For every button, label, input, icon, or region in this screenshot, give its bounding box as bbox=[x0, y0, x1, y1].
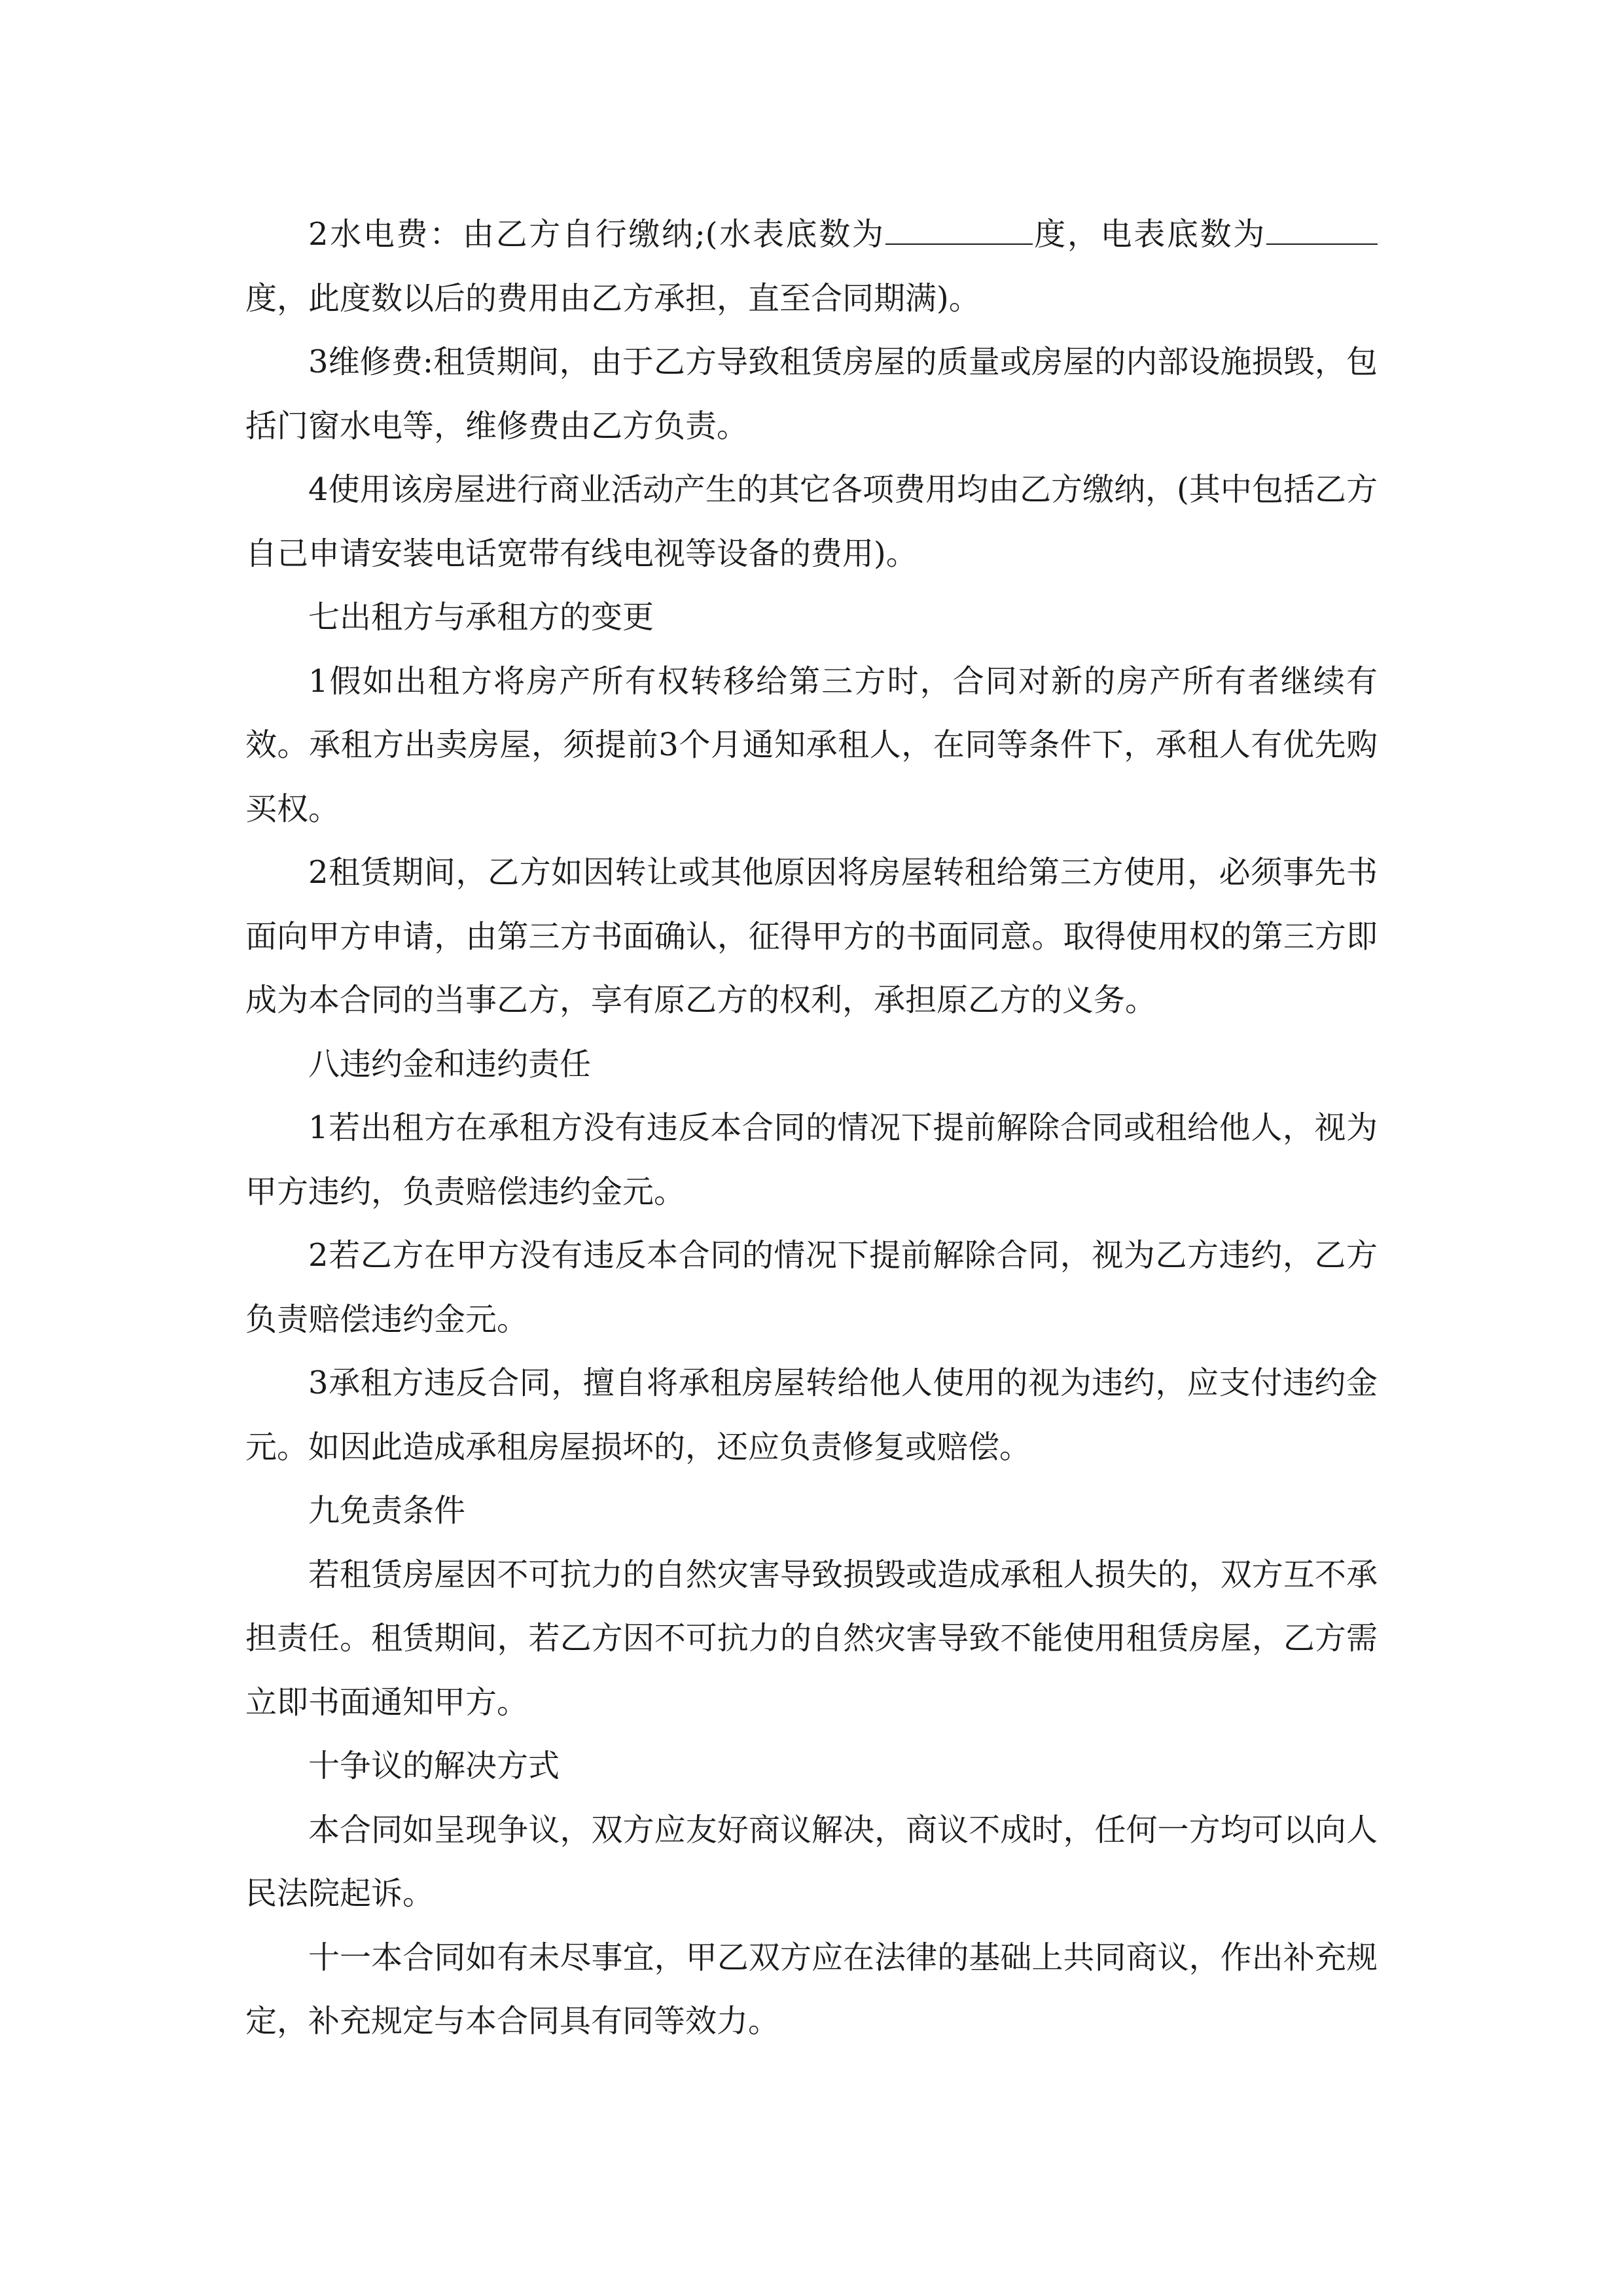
clause-other-fees: 4使用该房屋进行商业活动产生的其它各项费用均由乙方缴纳，(其中包括乙方自己申请安装电话宽带有线电视等设备的费用)。 bbox=[245, 471, 1378, 572]
clause-utilities-text-2: 度，电表底数为 bbox=[1032, 216, 1266, 253]
clause-lessee-breach: 2若乙方在甲方没有违反本合同的情况下提前解除合同，视为乙方违约，乙方负责赔偿违约金元。 bbox=[245, 1237, 1378, 1338]
section-heading-dispute: 十争议的解决方式 bbox=[308, 1748, 560, 1784]
section-heading-change: 七出租方与承租方的变更 bbox=[308, 599, 654, 636]
water-meter-blank bbox=[885, 212, 1033, 245]
clause-utilities-text-1: 2水电费：由乙方自行缴纳;(水表底数为 bbox=[308, 216, 885, 253]
section-heading-penalty: 八违约金和违约责任 bbox=[308, 1045, 592, 1083]
clause-unauthorized-transfer: 3承租方违反合同，擅自将承租房屋转给他人使用的视为违约，应支付违约金元。如因此造成承租房屋损坏的，还应负责修复或赔偿。 bbox=[245, 1365, 1378, 1465]
clause-repair-fee: 3维修费:租赁期间，由于乙方导致租赁房屋的质量或房屋的内部设施损毁，包括门窗水电等，维修费由乙方负责。 bbox=[245, 344, 1378, 444]
clause-sublease: 2租赁期间，乙方如因转让或其他原因将房屋转租给第三方使用，必须事先书面向甲方申请，由第三方书面确认，征得甲方的书面同意。取得使用权的第三方即成为本合同的当事乙方，享有原乙方的权利，承担原乙方的义务。 bbox=[245, 854, 1378, 1018]
electric-meter-blank bbox=[1266, 212, 1378, 245]
clause-force-majeure: 若租赁房屋因不可抗力的自然灾害导致损毁或造成承租人损失的，双方互不承担责任。租赁期间，若乙方因不可抗力的自然灾害导致不能使用租赁房屋，乙方需立即书面通知甲方。 bbox=[245, 1556, 1378, 1721]
clause-lessor-breach: 1若出租方在承租方没有违反本合同的情况下提前解除合同或租给他人，视为甲方违约，负责赔偿违约金元。 bbox=[245, 1109, 1378, 1210]
clause-dispute-resolution: 本合同如呈现争议，双方应友好商议解决，商议不成时，任何一方均可以向人民法院起诉。 bbox=[245, 1811, 1378, 1912]
clause-utilities bbox=[245, 203, 1378, 331]
section-heading-exemption: 九免责条件 bbox=[308, 1492, 466, 1529]
clause-utilities-text-3: 度，此度数以后的费用由乙方承担，直至合同期满)。 bbox=[245, 279, 980, 317]
clause-ownership-transfer: 1假如出租方将房产所有权转移给第三方时，合同对新的房产所有者继续有效。承租方出卖房屋，须提前3个月通知承租人，在同等条件下，承租人有优先购买权。 bbox=[245, 662, 1378, 827]
clause-supplementary: 十一本合同如有未尽事宜，甲乙双方应在法律的基础上共同商议，作出补充规定，补充规定与本合同具有同等效力。 bbox=[245, 1939, 1378, 2039]
document-body bbox=[245, 203, 1378, 2054]
